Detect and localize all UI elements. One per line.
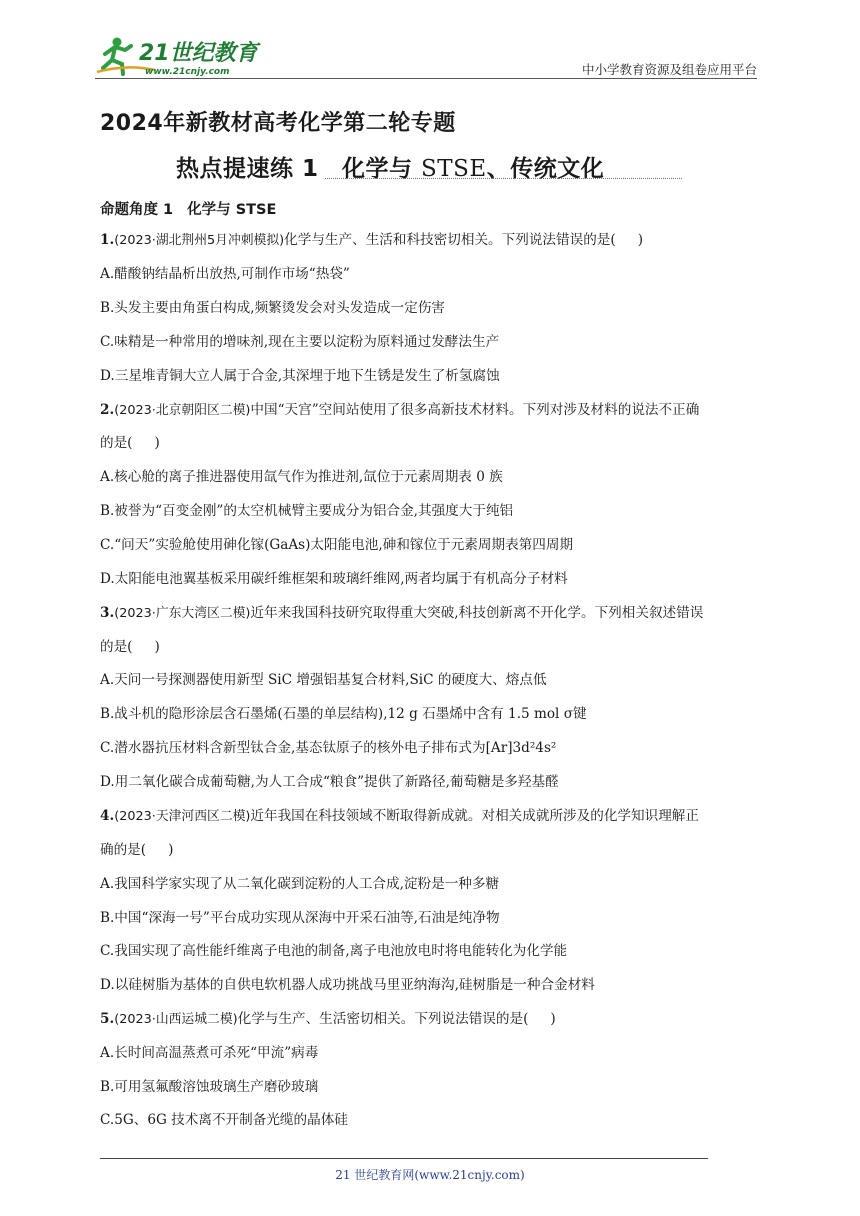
subtitle-end: 、传统文化 bbox=[486, 156, 605, 182]
option: C.我国实现了高性能纤维离子电池的制备,离子电池放电时将电能转化为化学能 bbox=[100, 943, 568, 959]
question-stem: 5.(2023·山西运城二模)化学与生产、生活密切相关。下列说法错误的是( ) bbox=[100, 1011, 556, 1027]
option: C.“问天”实验舱使用砷化镓(GaAs)太阳能电池,砷和镓位于元素周期表第四周期 bbox=[100, 537, 574, 553]
page-title: 2024年新教材高考化学第二轮专题 bbox=[100, 111, 456, 136]
option: B.战斗机的隐形涂层含石墨烯(石墨的单层结构),12 g 石墨烯中含有 1.5 mol σ键 bbox=[100, 706, 587, 722]
brand-logo bbox=[95, 34, 265, 78]
option: A.我国科学家实现了从二氧化碳到淀粉的人工合成,淀粉是一种多糖 bbox=[100, 876, 500, 892]
question-stem-cont: 的是( ) bbox=[100, 435, 160, 451]
section-label: 命题角度 1 bbox=[100, 202, 174, 218]
section-heading bbox=[100, 198, 276, 219]
footer-divider bbox=[100, 1158, 708, 1159]
header-divider bbox=[95, 78, 757, 79]
option: D.用二氧化碳合成葡萄糖,为人工合成“粮食”提供了新路径,葡萄糖是多羟基醛 bbox=[100, 774, 559, 790]
option: C.潜水器抗压材料含新型钛合金,基态钛原子的核外电子排布式为[Ar]3d²4s² bbox=[100, 740, 557, 756]
option: D.太阳能电池翼基板采用碳纤维框架和玻璃纤维网,两者均属于有机高分子材料 bbox=[100, 571, 568, 587]
question-stem: 2.(2023·北京朝阳区二模)中国“天宫”空间站使用了很多高新技术材料。下列对涉及材料的说法不正确 bbox=[100, 402, 700, 418]
question-stem: 4.(2023·天津河西区二模)近年我国在科技领域不断取得新成就。对相关成就所涉及的化学知识理解正 bbox=[100, 808, 699, 824]
subtitle-main: 热点提速练 1 化学与 bbox=[176, 156, 422, 182]
section-name: 化学与 STSE bbox=[187, 202, 277, 218]
footer-link[interactable]: 21 世纪教育网(www.21cnjy.com) bbox=[335, 1168, 525, 1182]
question-stem: 1.(2023·湖北荆州5月冲刺模拟)化学与生产、生活和科技密切相关。下列说法错误的是( ) bbox=[100, 232, 644, 248]
subtitle-stse: STSE bbox=[421, 156, 487, 182]
option: B.被誉为“百变金刚”的太空机械臂主要成分为铝合金,其强度大于纯铝 bbox=[100, 503, 514, 519]
option: A.核心舱的离子推进器使用氙气作为推进剂,氙位于元素周期表 0 族 bbox=[100, 469, 503, 485]
option: B.中国“深海一号”平台成功实现从深海中开采石油等,石油是纯净物 bbox=[100, 910, 500, 926]
question-stem: 3.(2023·广东大湾区二模)近年来我国科技研究取得重大突破,科技创新离不开化学。下列相关叙述错误 bbox=[100, 605, 704, 621]
platform-name: 中小学教育资源及组卷应用平台 bbox=[581, 62, 757, 77]
svg-text:21世纪教育: 21世纪教育 bbox=[139, 41, 258, 66]
page-header bbox=[95, 34, 757, 80]
option: A.天问一号探测器使用新型 SiC 增强铝基复合材料,SiC 的硬度大、熔点低 bbox=[100, 672, 547, 688]
option: B.可用氢氟酸溶蚀玻璃生产磨砂玻璃 bbox=[100, 1079, 319, 1095]
option: C.5G、6G 技术离不开制备光缆的晶体硅 bbox=[100, 1112, 348, 1128]
option: A.长时间高温蒸煮可杀死“甲流”病毒 bbox=[100, 1045, 319, 1061]
option: B.头发主要由角蛋白构成,频繁烫发会对头发造成一定伤害 bbox=[100, 300, 445, 316]
question-stem-cont: 的是( ) bbox=[100, 639, 160, 655]
option: C.味精是一种常用的增味剂,现在主要以淀粉为原料通过发酵法生产 bbox=[100, 334, 500, 350]
question-stem-cont: 确的是( ) bbox=[100, 842, 174, 858]
option: A.醋酸钠结晶析出放热,可制作市场“热袋” bbox=[100, 266, 350, 282]
option: D.三星堆青铜大立人属于合金,其深埋于地下生锈是发生了析氢腐蚀 bbox=[100, 368, 500, 384]
svg-text:www.21cnjy.com: www.21cnjy.com bbox=[145, 67, 230, 77]
subtitle-underline bbox=[325, 178, 682, 179]
option: D.以硅树脂为基体的自供电软机器人成功挑战马里亚纳海沟,硅树脂是一种合金材料 bbox=[100, 977, 595, 993]
